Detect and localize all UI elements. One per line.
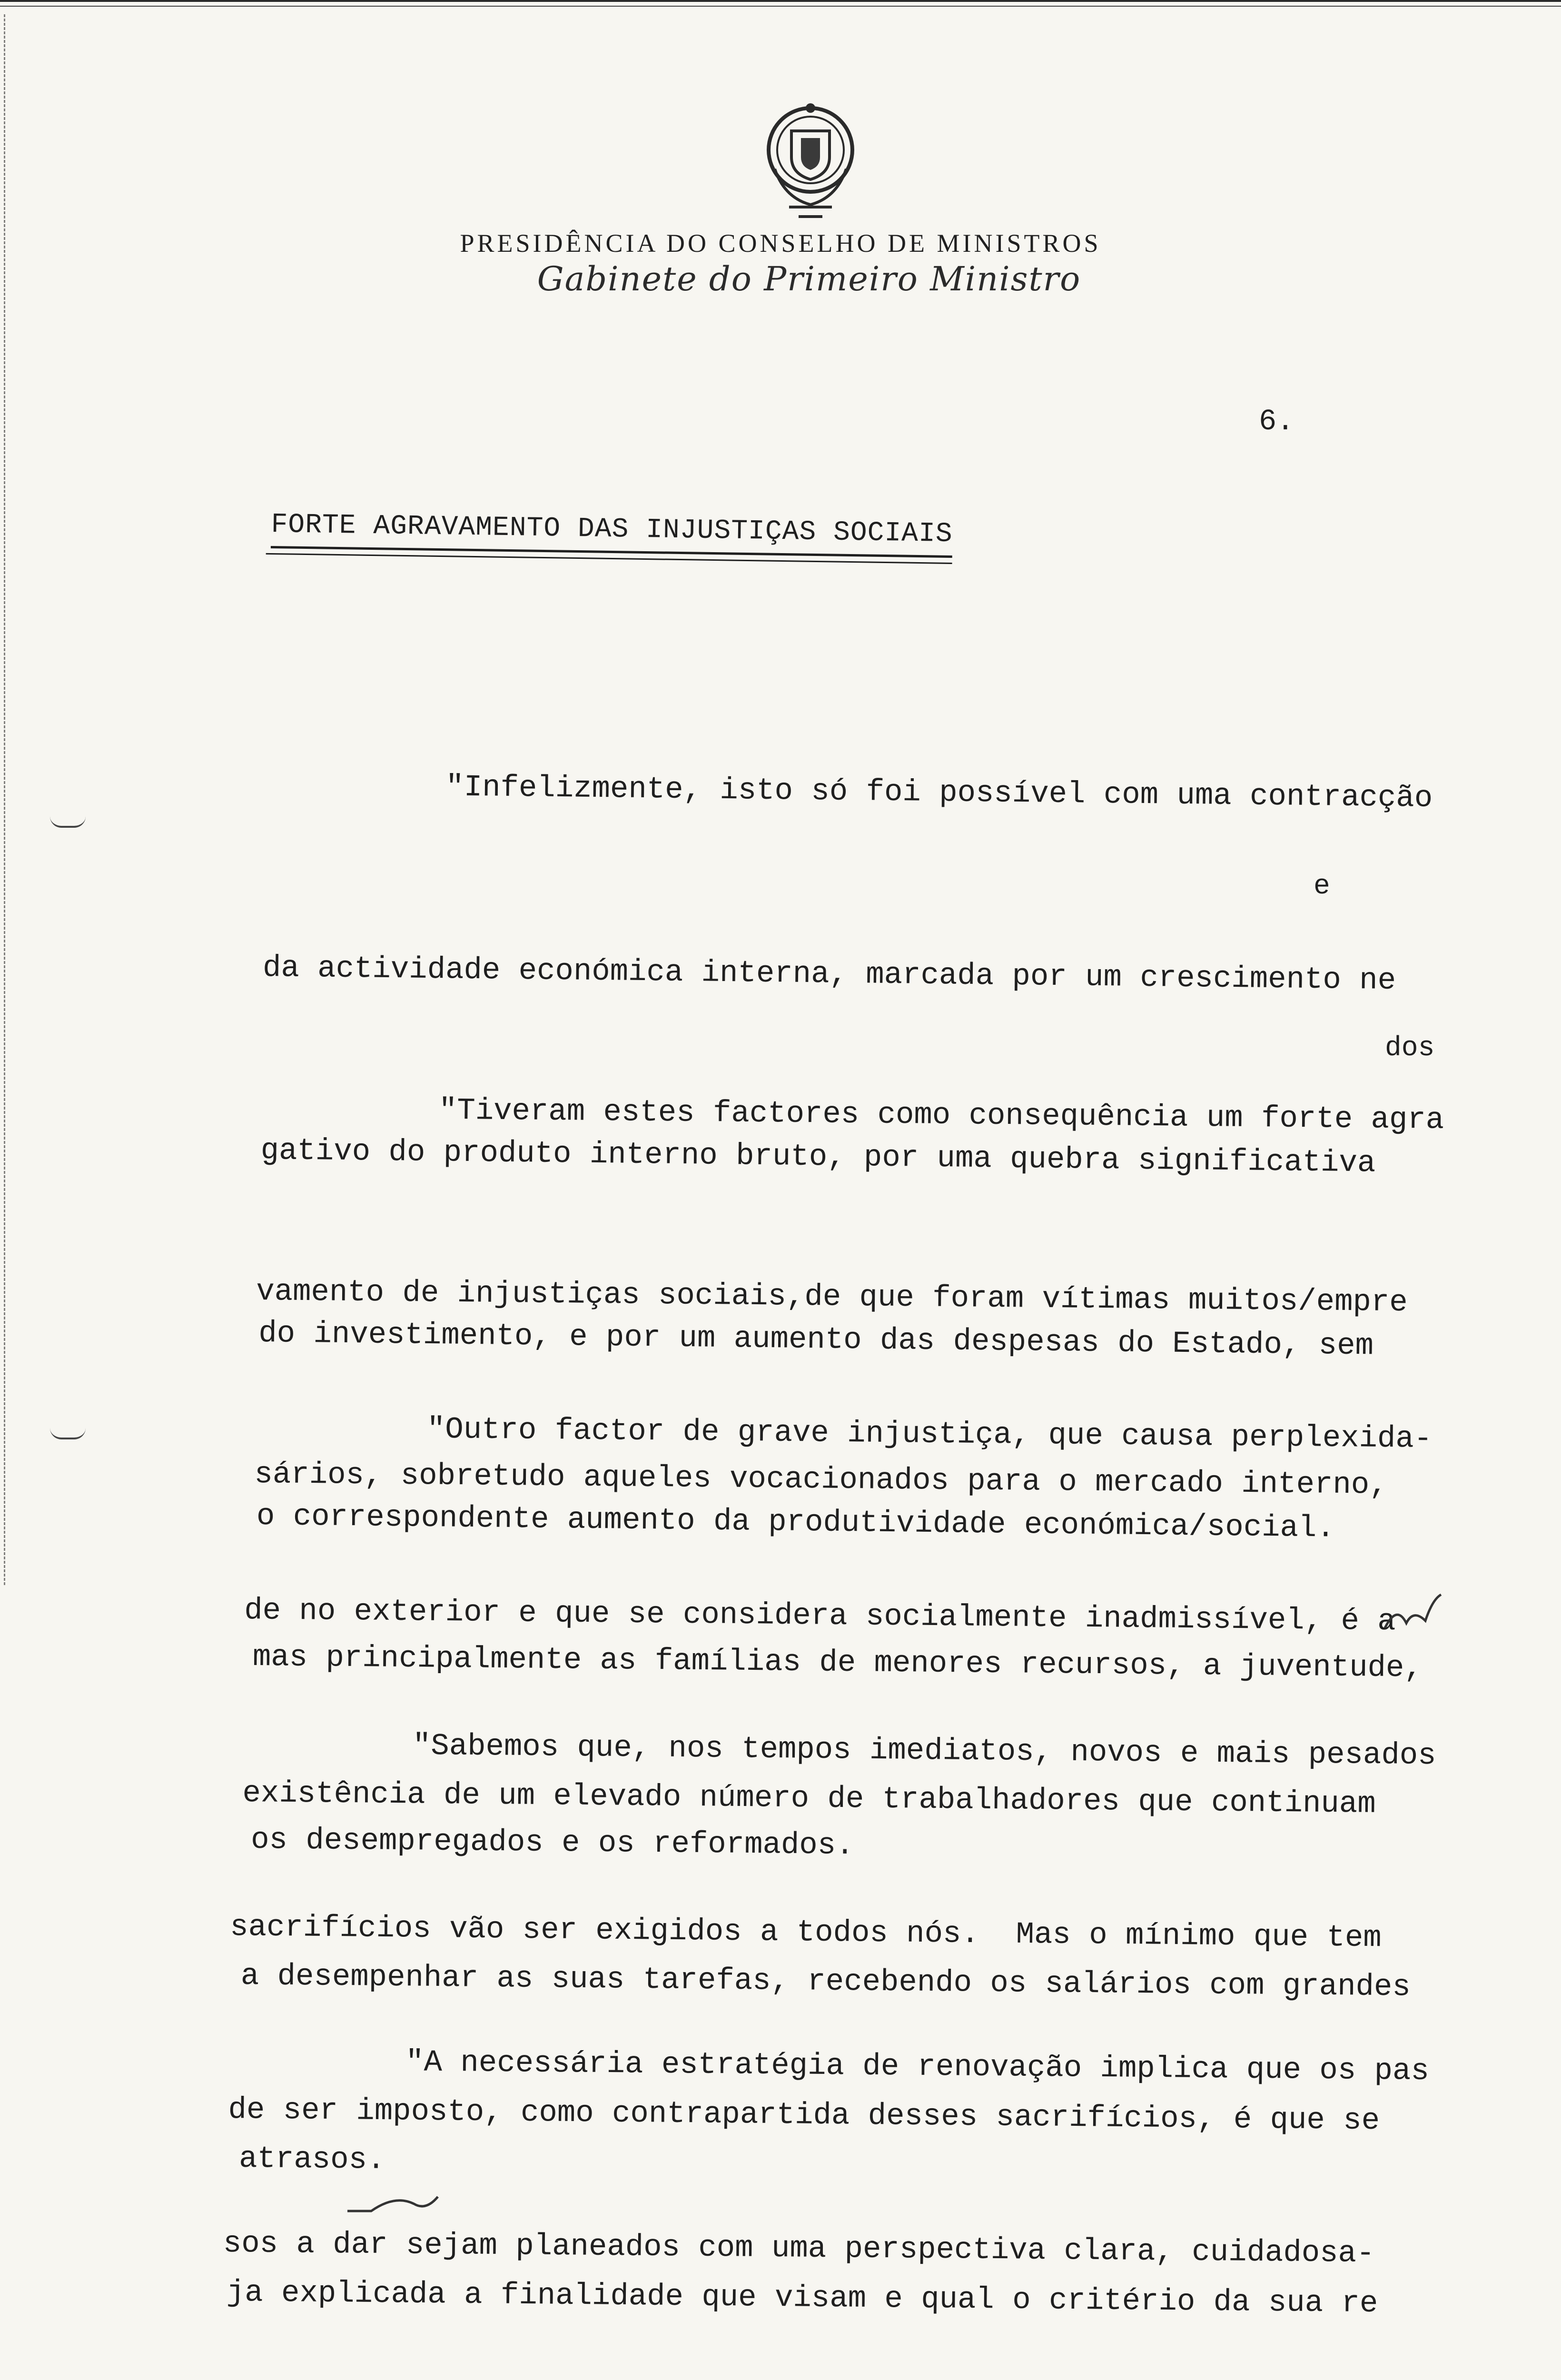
paragraph-line: vamento de injustiças sociais,de que foram vítimas muitos/empre: [256, 1274, 1408, 1320]
letterhead-subtitle: Gabinete do Primeiro Ministro: [537, 259, 1081, 298]
paragraph-line: os desempregados e os reformados.: [250, 1823, 854, 1864]
paragraph-line: "Infelizmente, isto só foi possível com uma contracção: [445, 770, 1433, 816]
insertion-mark: e: [1314, 871, 1330, 902]
paragraph-line: de no exterior e que se considera socialmente inadmissível, é a: [244, 1593, 1396, 1639]
paragraph-line: da actividade económica interna, marcada por um crescimento ne: [262, 951, 1396, 998]
paragraph-line: sos a dar sejam planeados com uma perspectiva clara, cuidadosa-: [223, 2226, 1375, 2271]
letterhead-title: PRESIDÊNCIA DO CONSELHO DE MINISTROS: [460, 229, 1101, 258]
paragraph-line: gativo do produto interno bruto, por uma quebra significativa: [260, 1133, 1376, 1181]
paragraph-line: "Sabemos que, nos tempos imediatos, novos e mais pesados: [412, 1729, 1436, 1774]
paragraph-line: a desempenhar as suas tarefas, recebendo os salários com grandes: [240, 1959, 1411, 2005]
margin-mark: [50, 816, 86, 828]
paragraph-line: existência de um elevado número de trabalhadores que continuam: [242, 1776, 1376, 1822]
page-number: 6.: [1259, 405, 1294, 438]
paragraph-line: o correspondente aumento da produtividade económica/social.: [256, 1499, 1335, 1546]
paragraph-line: ja explicada a finalidade que visam e qual o critério da sua re: [226, 2275, 1378, 2321]
paragraph-5: [218, 1909, 1430, 2380]
margin-mark: [50, 1428, 86, 1439]
paragraph-line: de ser imposto, como contrapartida desses sacrifícios, é que se: [228, 2092, 1380, 2139]
paragraph-line: mas principalmente as famílias de menores recursos, a juventude,: [252, 1640, 1423, 1686]
paragraph-line: sários, sobretudo aqueles vocacionados para o mercado interno,: [254, 1457, 1388, 1503]
coat-of-arms-seal-icon: [756, 98, 865, 226]
paragraph-line: "A necessária estratégia de renovação implica que os pas: [405, 2045, 1430, 2089]
paragraph-line: atrasos.: [238, 2142, 385, 2178]
paragraph-line: do investimento, e por um aumento das despesas do Estado, sem: [258, 1316, 1374, 1364]
paragraph-line: sacrifícios vão ser exigidos a todos nós. Mas o mínimo que tem: [229, 1910, 1382, 1956]
paragraph-line: "Tiveram estes factores como consequência um forte agra: [438, 1093, 1444, 1138]
handwritten-initials-icon: [1380, 1585, 1447, 1637]
section-heading: FORTE AGRAVAMENTO DAS INJUSTIÇAS SOCIAIS: [271, 509, 953, 558]
scribble-mark-icon: [343, 2190, 457, 2218]
top-border-rule: [0, 0, 1561, 10]
insertion-mark: dos: [1385, 1033, 1435, 1064]
paragraph-line: "Outro factor de grave injustiça, que causa perplexida-: [426, 1412, 1433, 1457]
